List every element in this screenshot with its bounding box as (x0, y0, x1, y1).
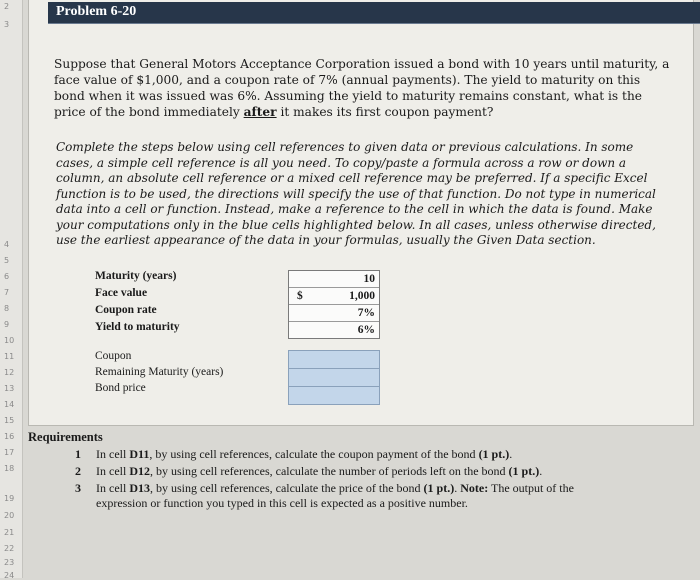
given-data-table (288, 270, 380, 339)
cell-coupon-rate[interactable] (289, 305, 379, 322)
row-number: 16 (4, 432, 15, 441)
row-number: 7 (4, 288, 10, 297)
req-text-part: In cell (96, 447, 130, 461)
requirement-number: 2 (75, 464, 81, 478)
req-note: The output of the expression or function you typed in this cell is expected as a positive number. (96, 481, 574, 510)
label-ytm: Yield to maturity (95, 321, 180, 333)
row-number: 4 (4, 240, 10, 249)
row-number: 2 (4, 2, 10, 11)
cell-d13-bond-price[interactable] (288, 386, 380, 405)
output-labels (95, 348, 223, 396)
row-number: 14 (4, 400, 15, 409)
currency-symbol: $ (297, 290, 303, 302)
row-number: 20 (4, 511, 15, 520)
req-text-part: . (539, 464, 543, 478)
row-number: 5 (4, 256, 10, 265)
requirements-title: Requirements (28, 430, 103, 444)
req-text-part: In cell (96, 464, 130, 478)
req-cell-ref: D13 (129, 481, 150, 495)
value-coupon-rate: 7% (357, 307, 375, 319)
row-number: 8 (4, 304, 10, 313)
cell-d11-coupon[interactable] (288, 350, 380, 369)
row-number: 24 (4, 571, 15, 580)
value-maturity: 10 (363, 273, 375, 285)
row-number: 11 (4, 352, 15, 361)
row-number: 21 (4, 528, 15, 537)
row-number: 23 (4, 558, 15, 567)
req-note-label: Note: (460, 481, 489, 495)
row-number: 10 (4, 336, 15, 345)
label-coupon-rate: Coupon rate (95, 304, 157, 316)
requirement-1 (96, 447, 676, 462)
problem-text-end: it makes its first coupon payment? (280, 105, 494, 119)
label-maturity: Maturity (years) (95, 270, 177, 282)
row-number: 3 (4, 20, 10, 29)
req-text-part: . (509, 447, 513, 461)
req-points: (1 pt.) (508, 464, 540, 478)
given-labels (95, 268, 180, 336)
req-points: (1 pt.) (423, 481, 455, 495)
requirement-number: 3 (75, 481, 81, 495)
value-face-value: 1,000 (349, 290, 375, 302)
row-number: 18 (4, 464, 15, 473)
label-coupon: Coupon (95, 350, 132, 362)
page-title: Problem 6-20 (56, 4, 137, 19)
cell-ytm[interactable] (289, 322, 379, 338)
instructions: Complete the steps below using cell references to given data or previous calculations. In some cases, a simple cell reference is all you need. To copy/paste a formula across a row or down a column, an absolute cell reference or a mixed cell reference may be preferred. If a specific Excel function is to be used, the directions will specify the use of that function. Do not type in numerical data into a cell or function. Instead, make a reference to the cell in which the data is found. Make your computations only in the blue cells highlighted below. In all cases, unless otherwise directed, use the earliest appearance of the data in your formulas, usually the Given Data section. (56, 140, 656, 247)
req-cell-ref: D11 (129, 447, 150, 461)
row-number: 13 (4, 384, 15, 393)
label-bond-price: Bond price (95, 382, 146, 394)
problem-statement (54, 56, 674, 120)
cell-d12-remaining-maturity[interactable] (288, 368, 380, 387)
requirement-3 (96, 481, 616, 511)
row-number: 6 (4, 272, 10, 281)
req-text-part: , by using cell references, calculate the price of the bond (150, 481, 424, 495)
row-number: 9 (4, 320, 10, 329)
label-face-value: Face value (95, 287, 148, 299)
req-text-part: In cell (96, 481, 130, 495)
label-remaining-maturity: Remaining Maturity (years) (95, 366, 224, 378)
row-number: 19 (4, 494, 15, 503)
req-text-part: , by using cell references, calculate the coupon payment of the bond (149, 447, 479, 461)
req-points: (1 pt.) (478, 447, 510, 461)
title-bar (48, 2, 700, 24)
row-number: 15 (4, 416, 15, 425)
problem-emphasis: after (243, 105, 277, 119)
req-text-part: . (454, 481, 461, 495)
row-number-column (0, 0, 23, 578)
requirement-number: 1 (75, 447, 81, 461)
row-number: 22 (4, 544, 15, 553)
cell-face-value[interactable] (289, 288, 379, 305)
row-number: 12 (4, 368, 15, 377)
row-number: 17 (4, 448, 15, 457)
cell-maturity[interactable] (289, 271, 379, 288)
requirement-2 (96, 464, 686, 479)
value-ytm: 6% (357, 324, 375, 336)
req-cell-ref: D12 (129, 464, 150, 478)
problem-text: Suppose that General Motors Acceptance Corporation issued a bond with 10 years until maturity, a face value of $1,000, and a coupon rate of 7% (annual payments). The yield to maturity on this bond when it was issued was 6%. Assuming the yield to maturity remains constant, what is the price of the bond immediately (54, 57, 670, 119)
req-text-part: , by using cell references, calculate the number of periods left on the bond (150, 464, 509, 478)
